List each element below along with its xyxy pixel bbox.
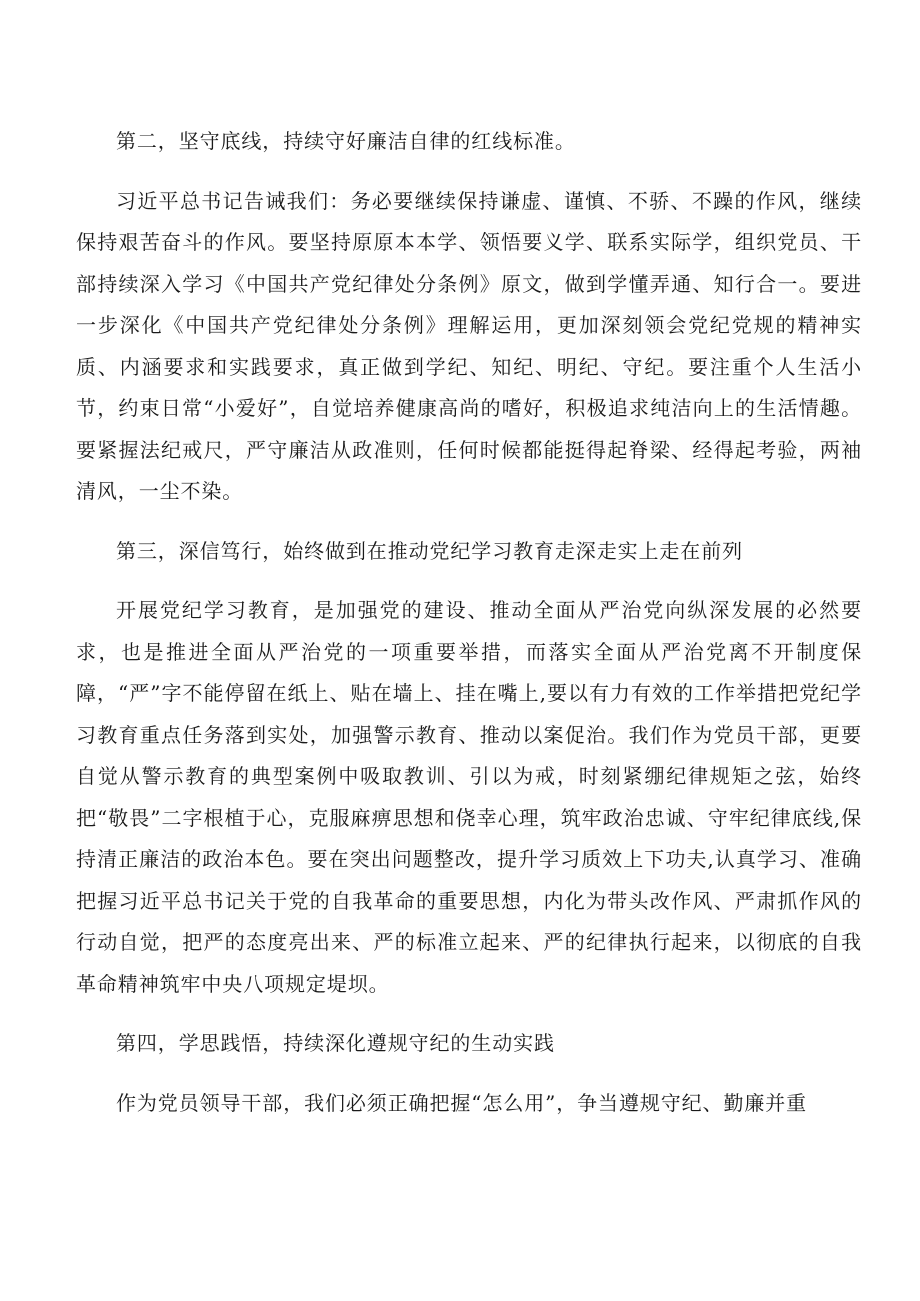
section-heading-3: 第三，深信笃行，始终做到在推动党纪学习教育走深走实上走在前列 (116, 538, 743, 563)
body-paragraph-3: 作为党员领导干部，我们必须正确把握“怎么用”，争当遵规守纪、勤廉并重 (116, 1090, 808, 1115)
body-paragraph-2: 开展党纪学习教育，是加强党的建设、推动全面从严治党向纵深发展的必然要求，也是推进全面从严治党的一项重要举措，而落实全面从严治党离不开制度保障，“严”字不能停留在纸上、贴在墙上、挂在嘴上,要以有力有效的工作举措把党纪学习教育重点任务落到实处，加强警示教育、推动以案促治。我们作为党员干部，更要自觉从警示教育的典型案例中吸取教训、引以为戒，时刻紧绷纪律规矩之弦，始终把“敬畏”二字根植于心，克服麻痹思想和侥幸心理，筑牢政治忠诚、守牢纪律底线,保持清正廉洁的政治本色。要在突出问题整改，提升学习质效上下功夫,认真学习、准确把握习近平总书记关于党的自我革命的重要思想，内化为带头改作风、严肃抓作风的行动自觉，把严的态度亮出来、严的标准立起来、严的纪律执行起来，以彻底的自我革命精神筑牢中央八项规定堤坝。 (76, 598, 862, 996)
section-heading-4: 第四，学思践悟，持续深化遵规守纪的生动实践 (116, 1031, 555, 1055)
body-paragraph-1: 习近平总书记告诫我们：务必要继续保持谦虚、谨慎、不骄、不躁的作风，继续保持艰苦奋斗的作风。要坚持原原本本学、领悟要义学、联系实际学，组织党员、干部持续深入学习《中国共产党纪律处分条例》原文，做到学懂弄通、知行合一。要进一步深化《中国共产党纪律处分条例》理解运用，更加深刻领会党纪党规的精神实质、内涵要求和实践要求，真正做到学纪、知纪、明纪、守纪。要注重个人生活小节，约束日常“小爱好”，自觉培养健康高尚的嗜好，积极追求纯洁向上的生活情趣。要紧握法纪戒尺，严守廉洁从政准则，任何时候都能挺得起脊梁、经得起考验，两袖清风，一尘不染。 (76, 188, 862, 503)
section-heading-2: 第二，坚守底线，持续守好廉洁自律的红线标准。 (116, 129, 576, 153)
